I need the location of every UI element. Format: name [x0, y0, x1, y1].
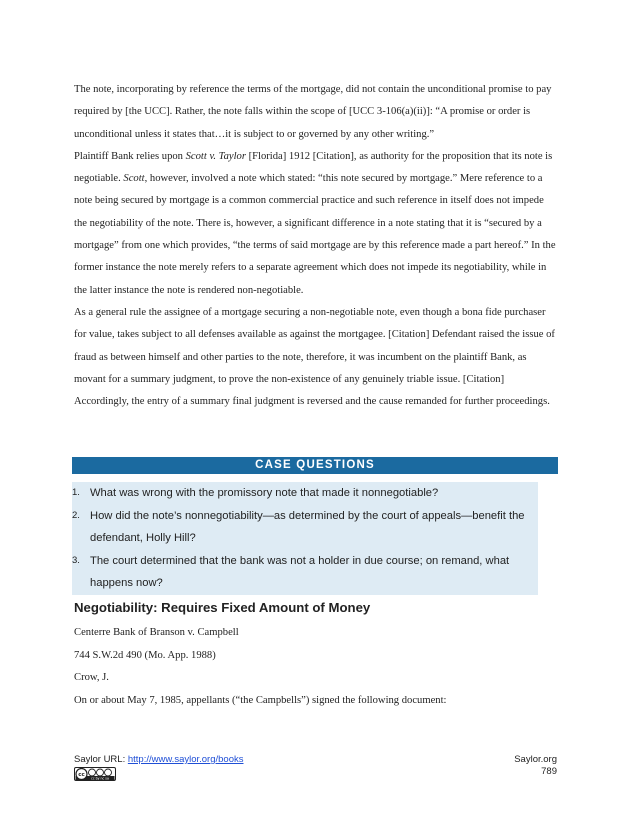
question-text: The court determined that the bank was not a holder in due course; on remand, what happens now?	[90, 554, 510, 589]
creative-commons-icon	[74, 767, 116, 786]
text-run: [Florida] 1912 [Citation], as authority for the proposition that its note is negotiable.	[74, 150, 553, 185]
case-name: Centerre Bank of Branson v. Campbell	[74, 627, 239, 638]
saylor-books-link[interactable]: http://www.saylor.org/books	[127, 754, 244, 765]
footer-page-info	[514, 754, 557, 778]
license-badge-label: cc by nc sa	[91, 776, 109, 781]
case-opinion-text	[74, 79, 558, 413]
paragraph: The note, incorporating by reference the terms of the mortgage, did not contain the unconditional promise to pay required by [the UCC]. Rather, the note falls within the scope of [UCC 3-106(a)(ii)]: “A promise or order is unconditional unless it states that…it is subject to or governed by any other writing.”	[74, 84, 552, 140]
case-citation-italic: Scott	[123, 173, 145, 185]
list-number: 2.	[72, 509, 80, 521]
case-intro: On or about May 7, 1985, appellants (“the Campbells”) signed the following document:	[74, 694, 447, 706]
footer-source	[74, 754, 244, 765]
page-number: 789	[541, 766, 557, 777]
list-item	[72, 482, 538, 505]
case-citation-italic: Scott v. Taylor	[185, 150, 246, 162]
case-citation-block	[74, 622, 558, 712]
question-text: How did the note’s nonnegotiability—as determined by the court of appeals—benefit the defendant, Holly Hill?	[90, 509, 525, 544]
question-text: What was wrong with the promissory note that made it nonnegotiable?	[90, 487, 439, 499]
cc-by-nc-sa-badge-icon	[74, 767, 116, 781]
case-reporter: 744 S.W.2d 490 (Mo. App. 1988)	[74, 649, 216, 661]
case-questions-list	[72, 482, 538, 595]
text-run: Plaintiff Bank relies upon	[74, 150, 186, 162]
list-item	[72, 505, 538, 550]
case-judge: Crow, J.	[74, 672, 109, 683]
case-questions-header: CASE QUESTIONS	[72, 457, 558, 474]
case-questions-box	[72, 482, 538, 595]
paragraph	[74, 146, 558, 302]
footer-url-label: Saylor URL:	[74, 754, 128, 765]
text-run: , however, involved a note which stated: “this note secured by mortgage.” Mere reference to a note being secured by mortgage is a common commercial practice and such reference in itself does not impede the negotiability of the note. There is, however, a significant difference in a note stating that it is “secured by a mortgage” from one which provides, “the terms of said mortgage are by this reference made a part hereof.” In the former instance the note merely refers to a separate agreement which does not impede its negotiability, while in the latter instance the note is rendered non-negotiable.	[74, 173, 556, 296]
paragraph: As a general rule the assignee of a mortgage securing a non-negotiable note, even though a bona fide purchaser for value, takes subject to all defenses available as against the mortgagee. [Citation] Defendant raised the issue of fraud as between himself and other parties to the note, therefore, it was incumbent on the plaintiff Bank, as movant for a summary judgment, to prove the non-existence of any genuinely triable issue. [Citation]	[74, 306, 555, 385]
list-item	[72, 550, 538, 595]
footer-site: Saylor.org	[514, 754, 557, 765]
svg-text:cc: cc	[78, 772, 85, 778]
list-number: 1.	[72, 487, 80, 498]
paragraph: Accordingly, the entry of a summary final judgment is reversed and the cause remanded for further proceedings.	[74, 396, 550, 408]
section-heading: Negotiability: Requires Fixed Amount of Money	[74, 600, 371, 615]
list-number: 3.	[72, 554, 80, 566]
